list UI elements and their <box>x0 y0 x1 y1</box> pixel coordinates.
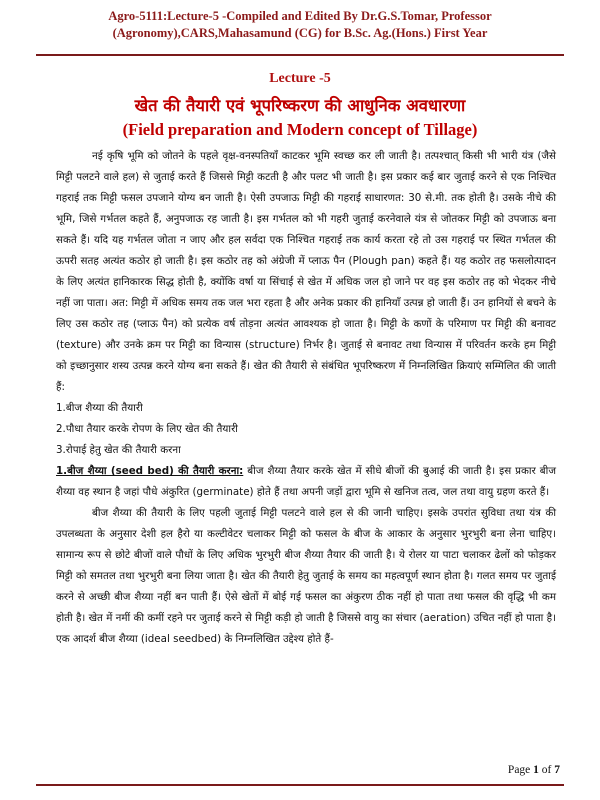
footer-divider <box>36 784 564 786</box>
header-line-2: (Agronomy),CARS,Mahasamund (CG) for B.Sc. Ag.(Hons.) First Year <box>112 26 488 40</box>
section-text: बीज शैय्या तैयार करके खेत में सीधे बीजों की बुआई की जाती है। इस प्रकार बीज शैय्या वह स्थान है जहां पौधे अंकुरित (germinate) होते हैं तथा अपनी जड़ों द्वारा भूमि से खनिज तत्व, जल तथा वायु ग्रहण करते हैं। <box>56 465 556 498</box>
list-item-3: 3.रोपाई हेतु खेत की तैयारी करना <box>56 444 181 456</box>
list-item-2: 2.पौधा तैयार करके रोपण के लिए खेत की तैयारी <box>56 423 238 435</box>
section-heading <box>56 465 243 477</box>
header-divider <box>36 54 564 56</box>
page-header <box>40 8 560 42</box>
section-heading-text: 1.बीज शैय्या (seed bed) की तैयारी करना: <box>56 465 244 477</box>
list-item-1: 1.बीज शैय्या की तैयारी <box>56 402 143 414</box>
page-number: 1 <box>533 764 539 776</box>
paragraph-seedbed-preparation: बीज शैय्या की तैयारी के लिए पहली जुताई मिट्टी पलटने वाले हल से की जानी चाहिए। इसके उपरांत सुविधा तथा यंत्र की उपलब्धता के अनुसार देशी हल हैरो या कल्टीवेटर चलाकर मिट्टी को फसल के बीज के आकार के अनुसार भुरभुरी बना लेना चाहिए। सामान्य रूप से छोटे बीजों वाले पौधों के लिए अधिक भुरभुरी बीज शैय्या तैयार की जाती है। ये रोलर या पाटा चलाकर ढेलों को फोड़कर मिट्टी को समतल तथा भुरभुरी बना लिया जाता है। खेत की तैयारी हेतु जुताई के समय का महत्वपूर्ण स्थान होता है। गलत समय पर जुताई करने से अच्छी बीज शैय्या नहीं बन पाती हैं। ऐसे खेतों में बोई गई फसल का अंकुरण ठीक नहीं हो पाता तथा फसल की वृद्धि भी कम होती है। खेत में नमीं की कमीं रहने पर जुताई करने से मिट्टी कड़ी हो जाती है जिससे वायु का संचार (aeration) उचित नहीं हो पाता है। एक आदर्श बीज शैय्या (ideal seedbed) के निम्नलिखित उद्देश्य होते हैं- <box>56 507 556 645</box>
page-of: of <box>538 764 555 776</box>
section-seedbed <box>56 461 556 503</box>
paragraph-intro: नई कृषि भूमि को जोतने के पहले वृक्ष-वनस्पतियाँ काटकर भूमि स्वच्छ कर ली जाती है। तत्पश्चात् किसी भी भारी यंत्र (जैसे मिट्टी पलटने वाले हल) से जुताई करते हैं जिससे मिट्टी कटती है और पलट भी जाती है। इस प्रकार कई बार जुताई करने से एक निश्चित गहराई तक मिट्टी फसल उपजाने योग्य बन जाती है। ऐसी उपजाऊ मिट्टी की गहराई साधारणत: 30 से.मी. तक होती है। उसके नीचे की भूमि, जिसे गर्भतल कहते हैं, अनुपजाऊ रह जाती है। इस गर्भतल को भी गहरी जुताई करनेवाले यंत्र से जोतकर मिट्टी को उपजाऊ बना सकते हैं। यदि यह गर्भतल जोता न जाए और हल सर्वदा एक निश्चित गहराई तक कार्य करता रहे तो उस गहराई पर स्थित गर्भतल की ऊपरी सतह अत्यंत कठोर हो जाती है। इस कठोर तह को अंग्रेजी में प्लाऊ पैन (Plough pan) कहते हैं। यह कठोर तह फसलोत्पादन के लिए अत्यंत हानिकारक सिद्ध होती है, क्योंकि वर्षा या सिंचाई से खेत में अधिक जल हो जाने पर वह इस कठोर तह को भेदकर नीचे नहीं जा पाता। अत: मिट्टी में अधिक समय तक जल भरा रहता है और अनेक प्रकार की हानियाँ उत्पन्न हो जाती हैं। उन हानियों से बचने के लिए उस कठोर तह (प्लाऊ पैन) को प्रत्येक वर्ष तोड़ना अत्यंत आवश्यक हो जाता है। मिट्टी के कणों के परिमाण पर मिट्टी की बनावट (texture) और उनके क्रम पर मिट्टी का विन्यास (structure) निर्भर है। जुताई से बनावट तथा विन्यास में परिवर्तन करके हम मिट्टी को इच्छानुसार शस्य उत्पन्न करने योग्य बना सकते हैं। खेत की तैयारी से संबंधित भूपरिष्करण में निम्नलिखित क्रियाएं सम्मिलित की जाती हैं: <box>56 150 556 393</box>
title-english: (Field preparation and Modern concept of Tillage) <box>122 120 478 139</box>
page-footer <box>470 764 560 776</box>
page-prefix: Page <box>507 764 534 776</box>
header-line-1: Agro-5111:Lecture-5 -Compiled and Edited By Dr.G.S.Tomar, Professor <box>108 9 492 23</box>
page-total: 7 <box>554 764 560 776</box>
body-text <box>56 146 556 650</box>
title-hindi: खेत की तैयारी एवं भूपरिष्करण की आधुनिक अवधारणा <box>134 96 466 115</box>
lecture-label: Lecture -5 <box>269 71 331 86</box>
